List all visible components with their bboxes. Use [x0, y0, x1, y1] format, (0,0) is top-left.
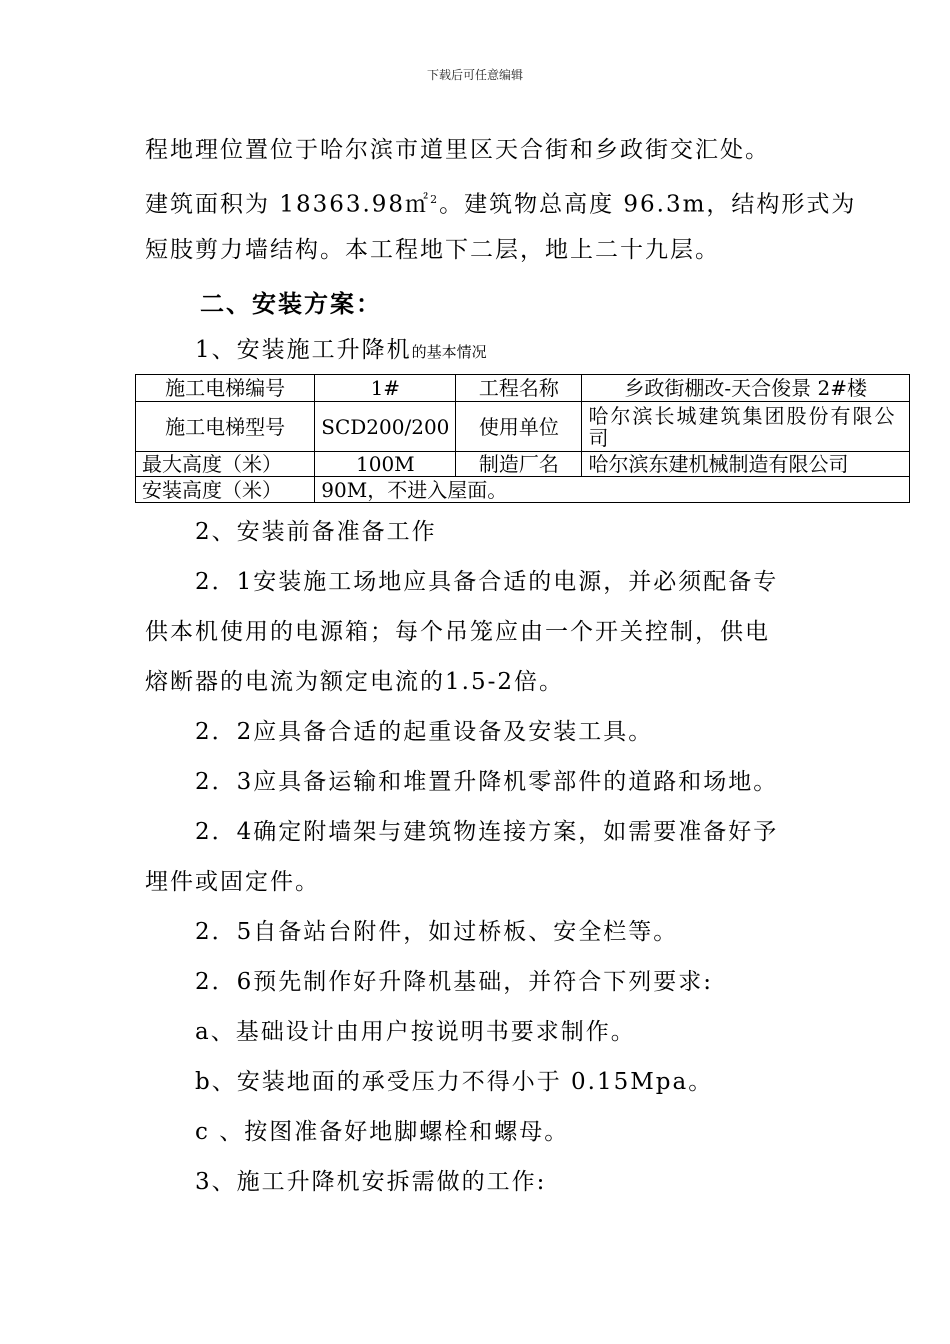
table-row [136, 452, 910, 477]
table-cell: 哈尔滨长城建筑集团股份有限公司 [582, 402, 910, 452]
body-line: a、基础设计由用户按说明书要求制作。 [195, 1019, 636, 1045]
body-line: b、安装地面的承受压力不得小于 0.15Mpa。 [195, 1069, 714, 1095]
intro-line-1: 程地理位置位于哈尔滨市道里区天合街和乡政街交汇处。 [145, 137, 770, 163]
body-line: 埋件或固定件。 [145, 869, 320, 895]
body-line: 2．3应具备运输和堆置升降机零部件的道路和场地。 [195, 769, 779, 795]
table-cell: 施工电梯型号 [136, 402, 315, 452]
table-cell: 施工电梯编号 [136, 375, 315, 402]
body-line: 熔断器的电流为额定电流的1.5-2倍。 [145, 669, 564, 695]
area-text-b: 。建筑物总高度 96.3m，结构形式为 [439, 191, 857, 218]
area-text-a: 建筑面积为 18363.98㎡ [145, 191, 431, 218]
body-line: 2．6预先制作好升降机基础，并符合下列要求: [195, 969, 714, 995]
body-line: 2．1安装施工场地应具备合适的电源，并必须配备专 [195, 569, 779, 595]
table-row [136, 375, 910, 402]
intro-line-3: 短肢剪力墙结构。本工程地下二层，地上二十九层。 [145, 237, 720, 263]
sub1-small: 的基本情况 [411, 343, 487, 361]
sub1-main: 1、安装施工升降机 [195, 337, 412, 363]
body-line: 3、施工升降机安拆需做的工作: [195, 1169, 547, 1195]
table-cell: SCD200/200 [315, 402, 456, 452]
body-line: 供本机使用的电源箱；每个吊笼应由一个开关控制，供电 [145, 619, 770, 645]
body-line: 2、安装前备准备工作 [195, 519, 437, 545]
section-title: 二、安装方案： [200, 289, 382, 318]
table-row [136, 402, 910, 452]
table-cell: 100M [315, 452, 456, 477]
table-cell: 安装高度（米） [136, 477, 315, 503]
table-cell: 制造厂名 [456, 452, 582, 477]
body-line: c 、按图准备好地脚螺栓和螺母。 [195, 1119, 570, 1145]
table-cell: 乡政街棚改-天合俊景 2#楼 [582, 375, 910, 402]
table-cell: 使用单位 [456, 402, 582, 452]
table-cell: 最大高度（米） [136, 452, 315, 477]
body-line: 2．5自备站台附件，如过桥板、安全栏等。 [195, 919, 679, 945]
subsection-1-title [195, 334, 875, 368]
table-cell: 1# [315, 375, 456, 402]
page-header: 下载后可任意编辑 [426, 68, 523, 82]
table-row [136, 477, 910, 503]
body-line: 2．4确定附墙架与建筑物连接方案，如需要准备好予 [195, 819, 779, 845]
table-cell: 工程名称 [456, 375, 582, 402]
table-cell: 哈尔滨东建机械制造有限公司 [582, 452, 910, 477]
table-cell: 90M，不进入屋面。 [315, 477, 910, 503]
body-line: 2．2应具备合适的起重设备及安装工具。 [195, 719, 654, 745]
elevator-info-table [135, 374, 910, 503]
area-superscript: 2 [430, 193, 440, 206]
intro-line-2 [145, 184, 857, 221]
